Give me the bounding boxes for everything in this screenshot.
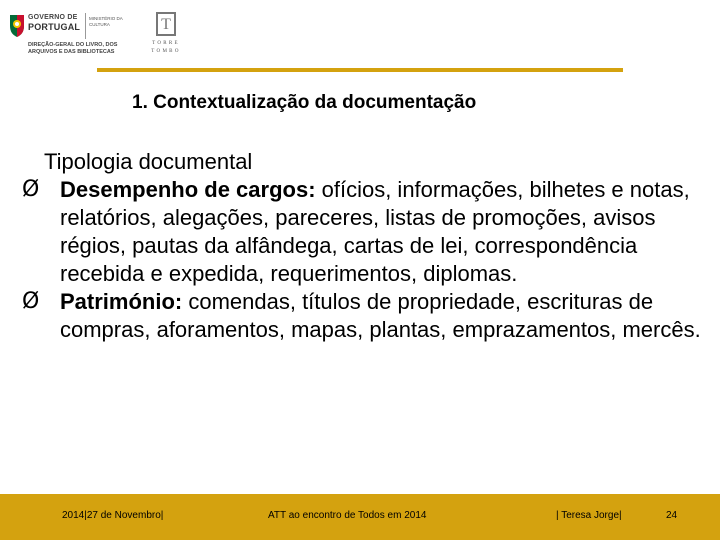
bullet-label: Património: bbox=[60, 289, 183, 314]
footer-author: | Teresa Jorge| bbox=[556, 510, 622, 521]
slide-title: 1. Contextualização da documentação bbox=[132, 92, 477, 113]
page-number: 24 bbox=[666, 510, 678, 521]
title-rule bbox=[97, 68, 623, 72]
footer bbox=[0, 494, 720, 540]
header-divider bbox=[85, 13, 86, 39]
bullet-arrow-icon: Ø bbox=[22, 177, 40, 202]
directorate-label: DIREÇÃO-GERAL DO LIVRO, DOS ARQUIVOS E DAS BIBLIOTECAS bbox=[28, 42, 118, 55]
ministry-label: MINISTÉRIO DA CULTURA bbox=[89, 16, 123, 27]
torre-tombo-glyph: T bbox=[161, 16, 171, 33]
footer-date: 2014|27 de Novembro| bbox=[62, 510, 164, 521]
portugal-emblem-icon bbox=[8, 12, 26, 38]
bullet-label: Desempenho de cargos: bbox=[60, 177, 316, 202]
gov-line-2: PORTUGAL bbox=[28, 22, 81, 32]
bullet-desempenho bbox=[22, 176, 702, 288]
bullet-arrow-icon: Ø bbox=[22, 289, 40, 314]
bullet-text: comendas, títulos de propriedade, escrituras de compras, aforamentos, mapas, plantas, emprazamentos, mercês. bbox=[60, 289, 701, 342]
subheading: Tipologia documental bbox=[44, 149, 253, 174]
gov-line-1: GOVERNO DE bbox=[28, 14, 78, 21]
torre-tombo-frame bbox=[156, 12, 176, 36]
footer-event: ATT ao encontro de Todos em 2014 bbox=[268, 510, 427, 521]
slide-content bbox=[22, 148, 702, 344]
bullet-text: ofícios, informações, bilhetes e notas, relatórios, alegações, pareceres, listas de promoções, avisos régios, pautas da alfândega, cartas de lei, correspondência recebida e expedida, requerimentos, diplomas. bbox=[60, 177, 690, 286]
torre-tombo-name: TORRE TOMBO bbox=[151, 41, 181, 54]
torre-tombo-logo bbox=[147, 12, 183, 56]
header bbox=[0, 0, 720, 70]
bullet-patrimonio bbox=[22, 288, 702, 344]
